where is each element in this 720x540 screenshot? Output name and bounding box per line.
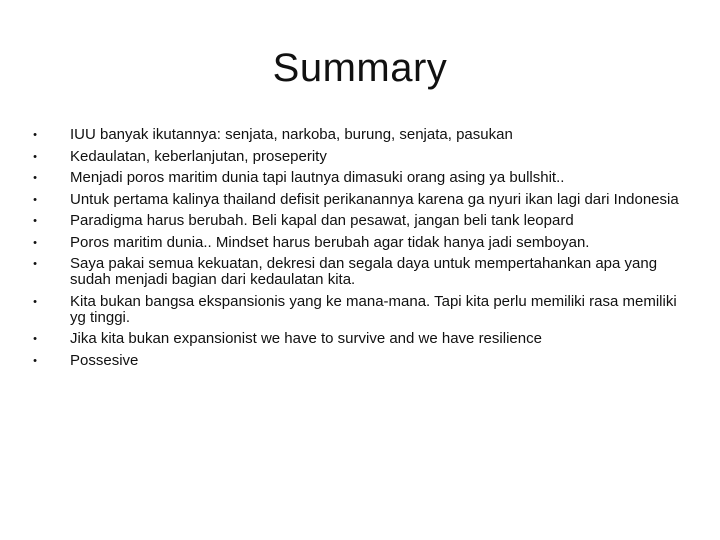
bullet-item <box>30 127 680 143</box>
bullet-text: Jika kita bukan expansionist we have to survive and we have resilience <box>70 330 542 347</box>
bullet-item <box>30 353 680 369</box>
bullet-icon: • <box>33 354 37 367</box>
bullet-text: IUU banyak ikutannya: senjata, narkoba, burung, senjata, pasukan <box>70 126 513 143</box>
bullet-item <box>30 256 680 288</box>
bullet-text: Kita bukan bangsa ekspansionis yang ke mana-mana. Tapi kita perlu memiliki rasa memiliki yg tinggi. <box>70 292 677 326</box>
bullet-icon: • <box>33 236 37 249</box>
bullet-text: Saya pakai semua kekuatan, dekresi dan segala daya untuk mempertahankan apa yang sudah menjadi bagian dari kedaulatan kita. <box>70 255 658 288</box>
bullet-text: Paradigma harus berubah. Beli kapal dan pesawat, jangan beli tank leopard <box>70 212 574 229</box>
bullet-icon: • <box>33 333 37 345</box>
bullet-text: Possesive <box>70 351 139 369</box>
bullet-item <box>30 294 680 326</box>
slide-title: Summary <box>272 46 448 90</box>
bullet-item <box>30 213 680 229</box>
bullet-icon: • <box>33 193 37 206</box>
bullet-icon: • <box>33 295 37 308</box>
bullet-icon: • <box>33 150 37 163</box>
bullet-text: Untuk pertama kalinya thailand defisit perikanannya karena ga nyuri ikan lagi dari Indonesia <box>70 190 679 208</box>
bullet-text: Menjadi poros maritim dunia tapi lautnya dimasuki orang asing ya bullshit.. <box>70 169 565 186</box>
bullet-list <box>30 127 680 374</box>
bullet-item <box>30 170 680 186</box>
bullet-item <box>30 192 680 208</box>
bullet-text: Poros maritim dunia.. Mindset harus berubah agar tidak hanya jadi semboyan. <box>70 233 590 251</box>
bullet-text: Kedaulatan, keberlanjutan, proseperity <box>70 147 327 165</box>
bullet-item <box>30 235 680 251</box>
bullet-icon: • <box>33 258 37 270</box>
bullet-item <box>30 331 680 347</box>
bullet-icon: • <box>33 215 37 227</box>
bullet-icon: • <box>33 129 37 141</box>
bullet-icon: • <box>33 172 37 184</box>
bullet-item <box>30 149 680 165</box>
